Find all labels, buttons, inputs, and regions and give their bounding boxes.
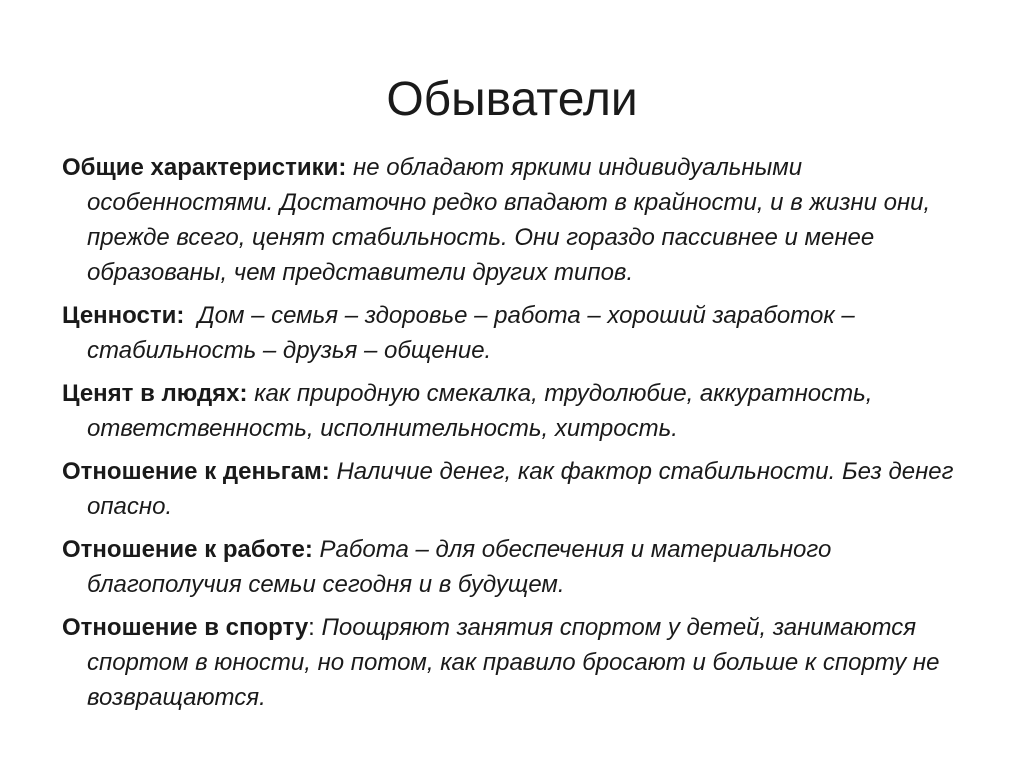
item-label: Отношение к работе: (62, 536, 313, 563)
slide-title: Обыватели (386, 73, 638, 126)
list-item-valued-in-people (62, 376, 962, 446)
item-label: Отношение в спорту (62, 614, 309, 641)
item-label: Отношение к деньгам: (62, 458, 330, 485)
item-text: Дом – семья – здоровье – работа – хороший заработок – стабильность – друзья – общение. (87, 302, 855, 364)
item-colon: : (308, 614, 315, 641)
list-item-work (62, 532, 962, 602)
item-text: Наличие денег, как фактор стабильности. Без денег опасно. (87, 458, 954, 520)
list-item-values (62, 298, 962, 368)
list-item-sport (62, 610, 962, 715)
list-item-money (62, 454, 962, 524)
characteristics-list (62, 150, 962, 723)
item-text: как природную смекалка, трудолюбие, аккуратность, ответственность, исполнительность, хитрость. (87, 380, 873, 442)
item-text: Работа – для обеспечения и материального благополучия семьи сегодня и в будущем. (87, 536, 832, 598)
item-label: Ценят в людях: (62, 380, 248, 407)
list-item-general (62, 150, 962, 290)
item-text: не обладают яркими индивидуальными особенностями. Достаточно редко впадают в крайности, и в жизни они, прежде всего, ценят стабильность. Они гораздо пассивнее и менее образованы, чем представители других типов. (87, 154, 931, 286)
item-text: Поощряют занятия спортом у детей, занимаются спортом в юности, но потом, как правило бросают и больше к спорту не возвращаются. (87, 614, 940, 711)
item-label: Общие характеристики: (62, 154, 347, 181)
item-label: Ценности: (62, 302, 185, 329)
